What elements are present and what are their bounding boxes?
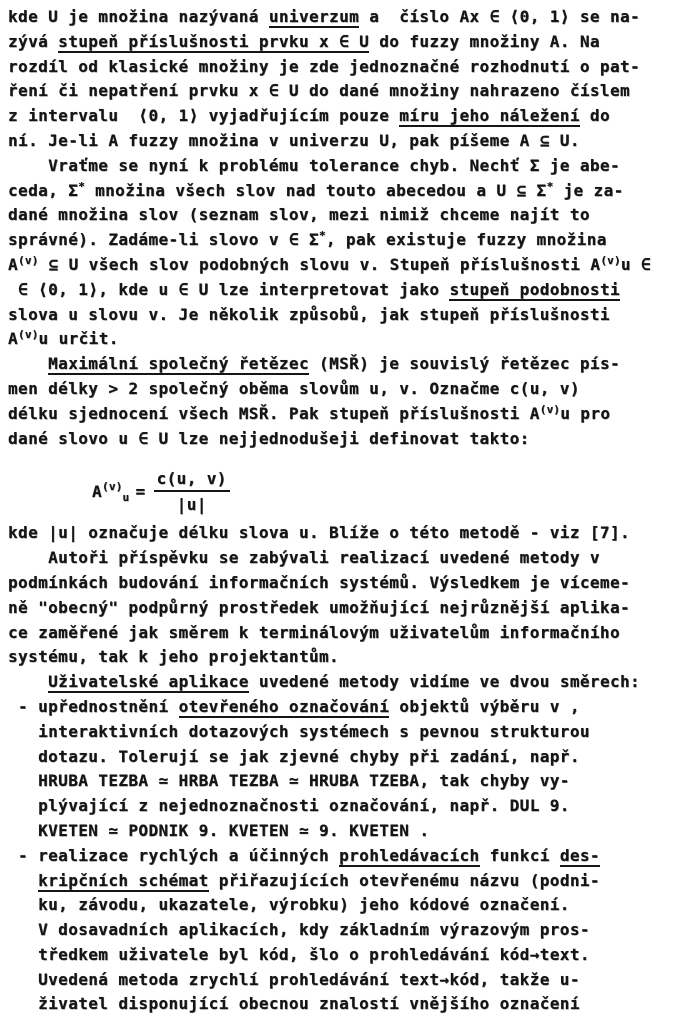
text-segment: funkcí (479, 845, 560, 865)
text-segment: men délky > 2 společný oběma slovům u, v. Označme c(u, v) (8, 378, 580, 398)
formula-numerator: c(u, v) (154, 469, 230, 492)
text-segment: z intervalu ⟨0, 1⟩ vyjadřujícím pouze (8, 106, 400, 126)
text-line (8, 992, 674, 1017)
underlined-text-segment: univerzum (268, 7, 360, 26)
text-segment: * (78, 179, 86, 193)
text-segment: ření či nepatření prvku x ∈ U do dané množiny nahrazeno číslem (8, 81, 631, 101)
text-line (8, 55, 674, 80)
text-segment: zývá (8, 31, 59, 51)
text-segment: Vraťme se nyní k problému tolerance chyb. Nechť Σ je abe- (8, 155, 621, 175)
text-line (8, 228, 674, 253)
text-line (8, 621, 674, 646)
text-line (8, 129, 674, 154)
text-line (8, 819, 674, 844)
text-segment (8, 871, 38, 890)
formula-equals-sign: = (135, 481, 146, 501)
text-segment: (MSŘ) je souvislý řetězec pís- (309, 354, 621, 374)
text-segment: HRUBA TEZBA ≃ HRBA TEZBA ≃ HRUBA TZEBA, tak chyby vy- (8, 771, 570, 791)
text-line (8, 79, 674, 104)
text-segment: , pak existuje fuzzy množina (325, 230, 607, 250)
text-line (8, 844, 674, 869)
text-segment: Autoři příspěvku se zabývali realizací uvedené metody v (8, 548, 600, 568)
text-segment: (v) (18, 328, 39, 342)
text-segment: ce zaměřené jak směrem k terminálovým uživatelům informačního (8, 622, 621, 642)
text-line (8, 869, 674, 894)
text-segment: ∈ ⟨0, 1⟩, kde u ∈ U lze interpretovat jako (8, 279, 450, 299)
text-line (8, 521, 674, 546)
text-line (8, 104, 674, 129)
text-segment: tředkem uživatele byl kód, šlo o prohledávání kód→text. (8, 944, 590, 964)
text-segment (8, 672, 48, 691)
text-segment: u určit. (38, 329, 119, 349)
text-line (8, 794, 674, 819)
text-segment: uvedené metody vidíme ve dvou směrech: (248, 672, 641, 692)
text-segment: (v) (600, 253, 621, 267)
text-segment: - realizace rychlých a účinných (8, 845, 340, 865)
text-segment: dané slovo u ∈ U lze nejjednodušeji definovat takto: (8, 428, 530, 448)
text-line (8, 278, 674, 303)
text-segment: A (8, 254, 19, 274)
underlined-text-segment: Maximální společný řetězec (48, 354, 309, 374)
text-segment: u ∈ (620, 254, 651, 274)
underlined-text-segment: otevřeného označování (178, 696, 390, 716)
text-segment: (v) (539, 402, 561, 416)
text-segment: kde |u| označuje délku slova u. Blíže o této metodě - viz [7]. (8, 523, 631, 543)
membership-degree-formula (92, 465, 674, 517)
text-segment: V dosavadních aplikacích, kdy základním výrazovým pros- (8, 920, 590, 940)
text-line (8, 30, 674, 55)
text-segment: plývající z nejednoznačnosti označování, např. DUL 9. (8, 796, 570, 816)
text-segment: objektů výběru v , (389, 696, 580, 716)
underlined-text-segment: kripčních schémat (38, 870, 209, 890)
text-line (8, 352, 674, 377)
text-line (8, 769, 674, 794)
text-segment: dotazu. Tolerují se jak zjevné chyby při zadání, např. (8, 746, 580, 766)
formula-lhs (92, 479, 130, 504)
formula-fraction (154, 469, 230, 514)
text-line (8, 327, 674, 352)
text-segment: ně "obecný" podpůrný prostředek umožňující nejrůznější aplika- (8, 597, 631, 617)
underlined-text-segment: prohledávacích (339, 845, 480, 865)
text-line (8, 745, 674, 770)
underlined-text-segment: Uživatelské aplikace (48, 672, 249, 692)
text-line (8, 670, 674, 695)
text-segment: interaktivních dotazových systémech s pevnou strukturou (8, 721, 590, 741)
text-segment: * (546, 179, 554, 193)
text-line (8, 918, 674, 943)
text-segment: A (8, 329, 19, 349)
text-line (8, 402, 674, 427)
text-segment: správné). Zadáme-li slovo v ∈ Σ (8, 230, 320, 250)
text-segment (8, 354, 48, 373)
paragraph-block-bottom (8, 521, 674, 1017)
text-line (8, 893, 674, 918)
underlined-text-segment: des- (559, 845, 600, 865)
text-segment: do fuzzy množiny A. Na (369, 31, 600, 51)
text-line (8, 968, 674, 993)
text-segment: a číslo Ax ∈ ⟨0, 1⟩ se na- (359, 7, 641, 26)
text-segment: u pro (560, 403, 611, 423)
text-line (8, 645, 674, 670)
text-segment: systému, tak k jeho projektantům. (8, 647, 340, 667)
underlined-text-segment: stupeň podobnosti (449, 279, 621, 299)
text-segment: dané množina slov (seznam slov, mezi nimiž chceme najít to (8, 205, 590, 225)
text-segment: * (319, 229, 326, 243)
text-line (8, 303, 674, 328)
formula-denominator: |u| (176, 494, 207, 514)
text-line (8, 5, 674, 30)
paragraph-block-top (8, 5, 674, 451)
text-segment: ní. Je-li A fuzzy množina v univerzu U, pak píšeme A ⊆ U. (8, 130, 580, 150)
text-line (8, 546, 674, 571)
formula-base: A (92, 481, 103, 501)
text-line (8, 203, 674, 228)
text-segment: do (579, 106, 610, 126)
text-segment: přiřazujících otevřenému názvu (podni- (208, 870, 600, 890)
text-line (8, 253, 674, 278)
text-segment: Uvedená metoda zrychlí prohledávání text→kód, takže u- (8, 969, 580, 989)
text-segment: rozdíl od klasické množiny je zde jednoznačné rozhodnutí o pat- (8, 56, 641, 76)
text-line (8, 154, 674, 179)
text-line (8, 596, 674, 621)
text-segment: (v) (18, 253, 39, 267)
text-segment: kde U je množina nazývaná (8, 7, 269, 26)
text-line (8, 427, 674, 452)
text-line (8, 377, 674, 402)
text-line (8, 179, 674, 204)
text-segment: živatel disponující obecnou znalostí vnějšího označení (8, 994, 580, 1014)
text-line (8, 943, 674, 968)
formula-superscript: (v) (102, 479, 123, 493)
text-line (8, 695, 674, 720)
text-segment: ⊆ U všech slov podobných slovu v. Stupeň příslušnosti A (38, 254, 601, 274)
text-segment: ceda, Σ (8, 180, 79, 200)
text-segment: KVETEN ≃ PODNIK 9. KVETEN ≃ 9. KVETEN . (8, 820, 430, 840)
text-segment: množina všech slov nad touto abecedou a U ⊆ Σ (85, 180, 547, 200)
text-segment: ku, závodu, ukazatele, výrobku) jeho kódové označení. (8, 895, 570, 915)
underlined-text-segment: míru jeho náležení (399, 106, 580, 126)
text-segment: slova u slovu v. Je několik způsobů, jak stupeň příslušnosti (8, 304, 610, 324)
text-segment: je za- (553, 180, 624, 200)
formula-subscript: u (122, 490, 130, 504)
text-segment: podmínkách budování informačních systémů. Výsledkem je víceme- (8, 572, 631, 592)
text-segment: délku sjednocení všech MSŘ. Pak stupeň příslušnosti A (8, 403, 540, 423)
underlined-text-segment: stupeň příslušnosti prvku x ∈ U (58, 31, 370, 51)
text-line (8, 720, 674, 745)
text-segment: - upřednostnění (8, 696, 179, 716)
text-line (8, 571, 674, 596)
